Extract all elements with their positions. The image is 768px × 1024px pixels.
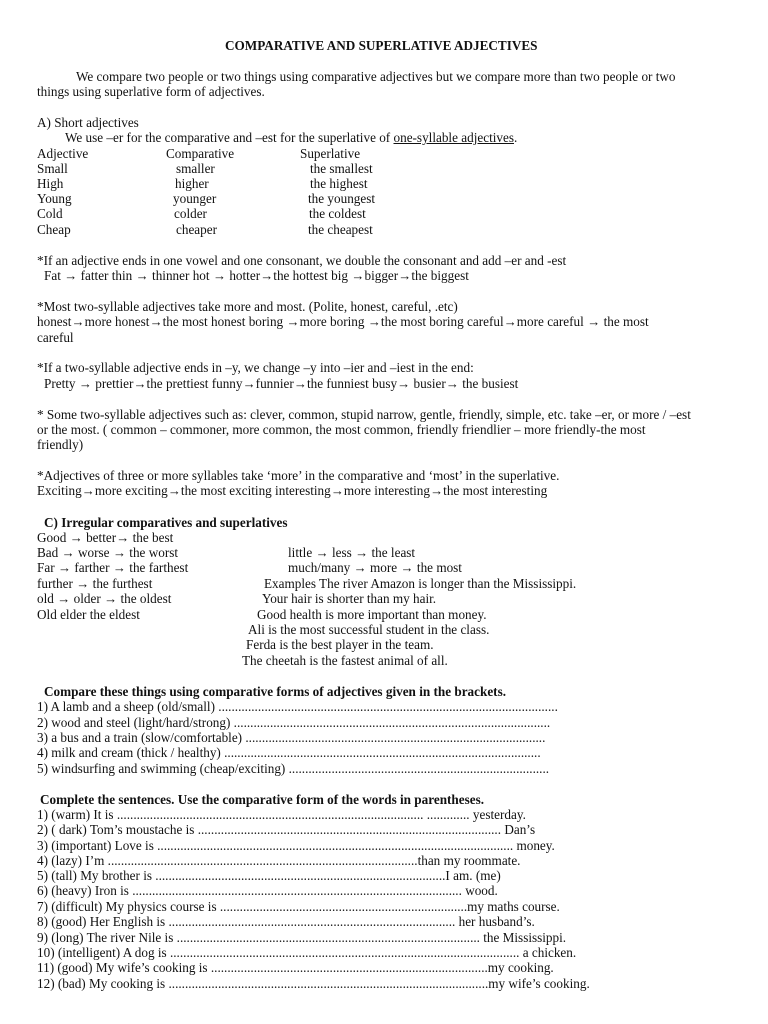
irregular-left: Good → better→ the best: [37, 530, 174, 545]
table-cell: cheaper: [176, 222, 217, 237]
rule-double-consonant: *If an adjective ends in one vowel and one consonant, we double the consonant and add –er and -est: [37, 253, 567, 268]
table-cell: Cold: [37, 206, 63, 221]
section-a-heading: A) Short adjectives: [37, 115, 139, 130]
exercise-2-item: 1) (warm) It is ............................................................................................. ............. yesterday.: [37, 807, 526, 822]
irregular-left: Far → farther → the farthest: [37, 560, 189, 575]
table-cell: the smallest: [310, 161, 373, 176]
exercise-1-item: 1) A lamb and a sheep (old/small) .......................................................................................................: [37, 699, 558, 714]
table-cell: Young: [37, 191, 72, 206]
irregular-right: much/many → more → the most: [288, 560, 462, 575]
example-sentence: Ali is the most successful student in the class.: [248, 622, 490, 637]
table-cell: the highest: [310, 176, 368, 191]
irregular-right: little → less → the least: [288, 545, 416, 560]
irregular-left: further → the furthest: [37, 576, 153, 591]
rule-either-3: friendly): [37, 437, 84, 452]
exercise-2-heading: Complete the sentences. Use the comparative form of the words in parentheses.: [40, 792, 485, 807]
rule-two-syllable-example-1: honest→more honest→the most honest boring →more boring →the most boring careful→more careful → the most: [37, 314, 649, 329]
exercise-2-item: 3) (important) Love is ............................................................................................................ money.: [37, 838, 555, 853]
exercise-2-item: 6) (heavy) Iron is .................................................................................................... wood.: [37, 883, 498, 898]
irregular-left: Old elder the eldest: [37, 607, 140, 622]
exercise-2-item: 9) (long) The river Nile is ............................................................................................ the Mississippi.: [37, 930, 567, 945]
exercise-2-item: 11) (good) My wife’s cooking is ....................................................................................my cooking.: [37, 960, 554, 975]
exercise-2-item: 7) (difficult) My physics course is ...........................................................................my maths course.: [37, 899, 560, 914]
table-cell: higher: [175, 176, 209, 191]
exercise-2-item: 5) (tall) My brother is ........................................................................................I am. (me): [37, 868, 501, 883]
section-a-rule: [65, 130, 517, 145]
intro-line-2: things using superlative form of adjectives.: [37, 84, 265, 99]
rule-either-1: * Some two-syllable adjectives such as: clever, common, stupid narrow, gentle, friendly, simple, etc. take –er, or more / –est: [37, 407, 691, 422]
rule-two-syllable-example-2: careful: [37, 330, 74, 345]
example-sentence: Ferda is the best player in the team.: [246, 637, 434, 652]
rule-three-syllable: *Adjectives of three or more syllables take ‘more’ in the comparative and ‘most’ in the superlative.: [37, 468, 560, 483]
table-cell: Small: [37, 161, 68, 176]
exercise-1-item: 2) wood and steel (light/hard/strong) ................................................................................................: [37, 715, 551, 730]
exercise-2-item: 12) (bad) My cooking is .................................................................................................my wife’s cooking.: [37, 976, 590, 991]
rule-text: We use –er for the comparative and –est for the superlative of: [65, 130, 394, 145]
example-sentence: Examples The river Amazon is longer than the Mississippi.: [264, 576, 577, 591]
table-cell: colder: [174, 206, 207, 221]
exercise-1-item: 5) windsurfing and swimming (cheap/exciting) ...............................................................................: [37, 761, 550, 776]
rule-three-syllable-example: Exciting→more exciting→the most exciting interesting→more interesting→the most interesting: [37, 483, 548, 498]
table-cell: Cheap: [37, 222, 71, 237]
example-sentence: Your hair is shorter than my hair.: [262, 591, 437, 606]
rule-two-syllable: *Most two-syllable adjectives take more and most. (Polite, honest, careful, .etc): [37, 299, 458, 314]
example-sentence: The cheetah is the fastest animal of all.: [242, 653, 448, 668]
rule-underlined: one-syllable adjectives: [393, 130, 514, 145]
table-cell: the youngest: [308, 191, 376, 206]
table-header-adjective: Adjective: [37, 146, 89, 161]
section-c-heading: C) Irregular comparatives and superlatives: [44, 515, 288, 530]
rule-double-consonant-example: Fat → fatter thin → thinner hot → hotter→the hottest big →bigger→the biggest: [44, 268, 469, 283]
exercise-2-item: 4) (lazy) I’m ..............................................................................................than my roommate.: [37, 853, 521, 868]
exercise-1-heading: Compare these things using comparative forms of adjectives given in the brackets.: [44, 684, 507, 699]
table-cell: High: [37, 176, 64, 191]
exercise-2-item: 10) (intelligent) A dog is .......................................................................................................... a chicken.: [37, 945, 577, 960]
table-header-comparative: Comparative: [166, 146, 235, 161]
table-cell: younger: [173, 191, 217, 206]
table-cell: the coldest: [309, 206, 366, 221]
irregular-left: old → older → the oldest: [37, 591, 172, 606]
exercise-1-item: 4) milk and cream (thick / healthy) ................................................................................................: [37, 745, 541, 760]
rule-ending-y: *If a two-syllable adjective ends in –y, we change –y into –ier and –iest in the end:: [37, 360, 474, 375]
intro-line-1: We compare two people or two things using comparative adjectives but we compare more than two people or two: [76, 69, 676, 84]
exercise-1-item: 3) a bus and a train (slow/comfortable) ...........................................................................................: [37, 730, 546, 745]
exercise-2-item: 8) (good) Her English is ....................................................................................... her husband’s.: [37, 914, 535, 929]
table-header-superlative: Superlative: [300, 146, 361, 161]
table-cell: smaller: [176, 161, 215, 176]
page-title: COMPARATIVE AND SUPERLATIVE ADJECTIVES: [225, 38, 538, 53]
exercise-2-item: 2) ( dark) Tom’s moustache is ............................................................................................ Dan’s: [37, 822, 536, 837]
table-cell: the cheapest: [308, 222, 373, 237]
rule-suffix: .: [513, 130, 518, 145]
example-sentence: Good health is more important than money.: [257, 607, 487, 622]
irregular-left: Bad → worse → the worst: [37, 545, 179, 560]
rule-either-2: or the most. ( common – commoner, more common, the most common, friendly friendlier – more friendly-the most: [37, 422, 646, 437]
rule-ending-y-example: Pretty → prettier→the prettiest funny→funnier→the funniest busy→ busier→ the busiest: [44, 376, 519, 391]
